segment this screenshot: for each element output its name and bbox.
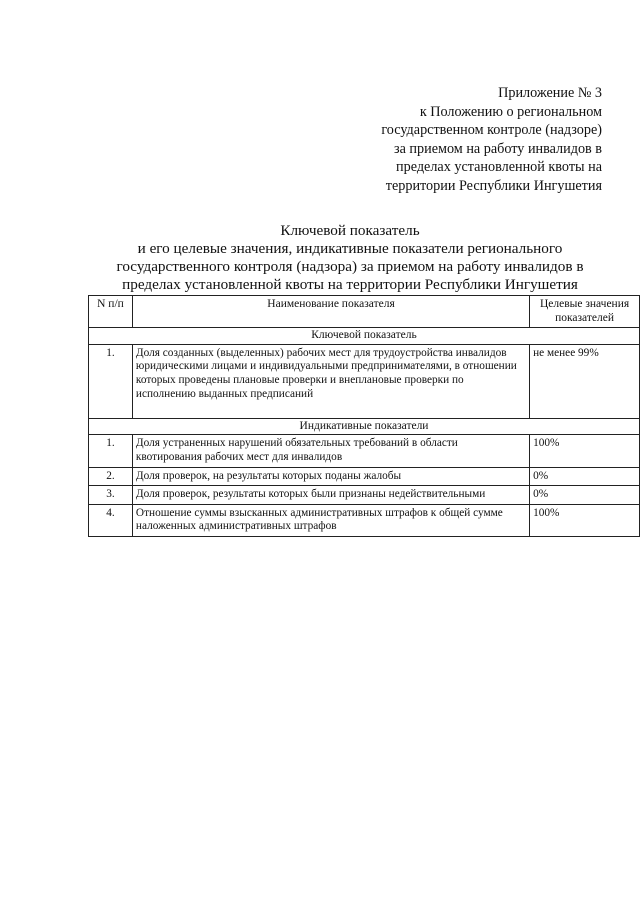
table-row (89, 435, 640, 467)
row-value: 0% (530, 467, 640, 486)
row-value: не менее 99% (530, 344, 640, 418)
row-num: 3. (89, 486, 133, 505)
table-row (89, 344, 640, 418)
row-num: 4. (89, 504, 133, 536)
section-row-indicative (89, 418, 640, 435)
header-name: Наименование показателя (132, 296, 529, 328)
annex-line: пределах установленной квоты на (396, 159, 602, 176)
row-value: 100% (530, 504, 640, 536)
row-name: Доля созданных (выделенных) рабочих мест для трудоустройства инвалидов юридическими лицами и индивидуальными предпринимателями, в отношении которых проведены плановые проверки и внеплановые проверки по исполнению выданных предписаний (132, 344, 529, 418)
row-value: 0% (530, 486, 640, 505)
section-row-key (89, 328, 640, 345)
heading-line: Ключевой показатель (280, 222, 420, 239)
section-label-indicative: Индикативные показатели (89, 418, 640, 435)
table-row (89, 504, 640, 536)
document-heading (0, 222, 640, 294)
annex-line: территории Республики Ингушетия (385, 177, 602, 194)
row-num: 1. (89, 344, 133, 418)
row-name: Доля проверок, результаты которых были признаны недействительными (132, 486, 529, 505)
header-num: N п/п (89, 296, 133, 328)
row-name: Отношение суммы взысканных административных штрафов к общей сумме наложенных административных штрафов (132, 504, 529, 536)
annex-line: государственном контроле (надзоре) (381, 122, 602, 139)
indicators-table (88, 295, 640, 537)
table-header-row (89, 296, 640, 328)
row-value: 100% (530, 435, 640, 467)
row-name: Доля проверок, на результаты которых поданы жалобы (132, 467, 529, 486)
table-row (89, 467, 640, 486)
section-label-key: Ключевой показатель (89, 328, 640, 345)
row-num: 2. (89, 467, 133, 486)
heading-line: и его целевые значения, индикативные показатели регионального (137, 240, 563, 257)
row-name: Доля устраненных нарушений обязательных требований в области квотирования рабочих мест для инвалидов (132, 435, 529, 467)
annex-line: за приемом на работу инвалидов в (393, 140, 602, 157)
annex-reference (381, 84, 602, 196)
annex-line: к Положению о региональном (419, 103, 602, 120)
heading-line: пределах установленной квоты на территории Республики Ингушетия (122, 276, 578, 293)
annex-line: Приложение № 3 (498, 85, 602, 101)
table-row (89, 486, 640, 505)
header-target: Целевые значения показателей (530, 296, 640, 328)
row-num: 1. (89, 435, 133, 467)
heading-line: государственного контроля (надзора) за приемом на работу инвалидов в (116, 258, 584, 275)
